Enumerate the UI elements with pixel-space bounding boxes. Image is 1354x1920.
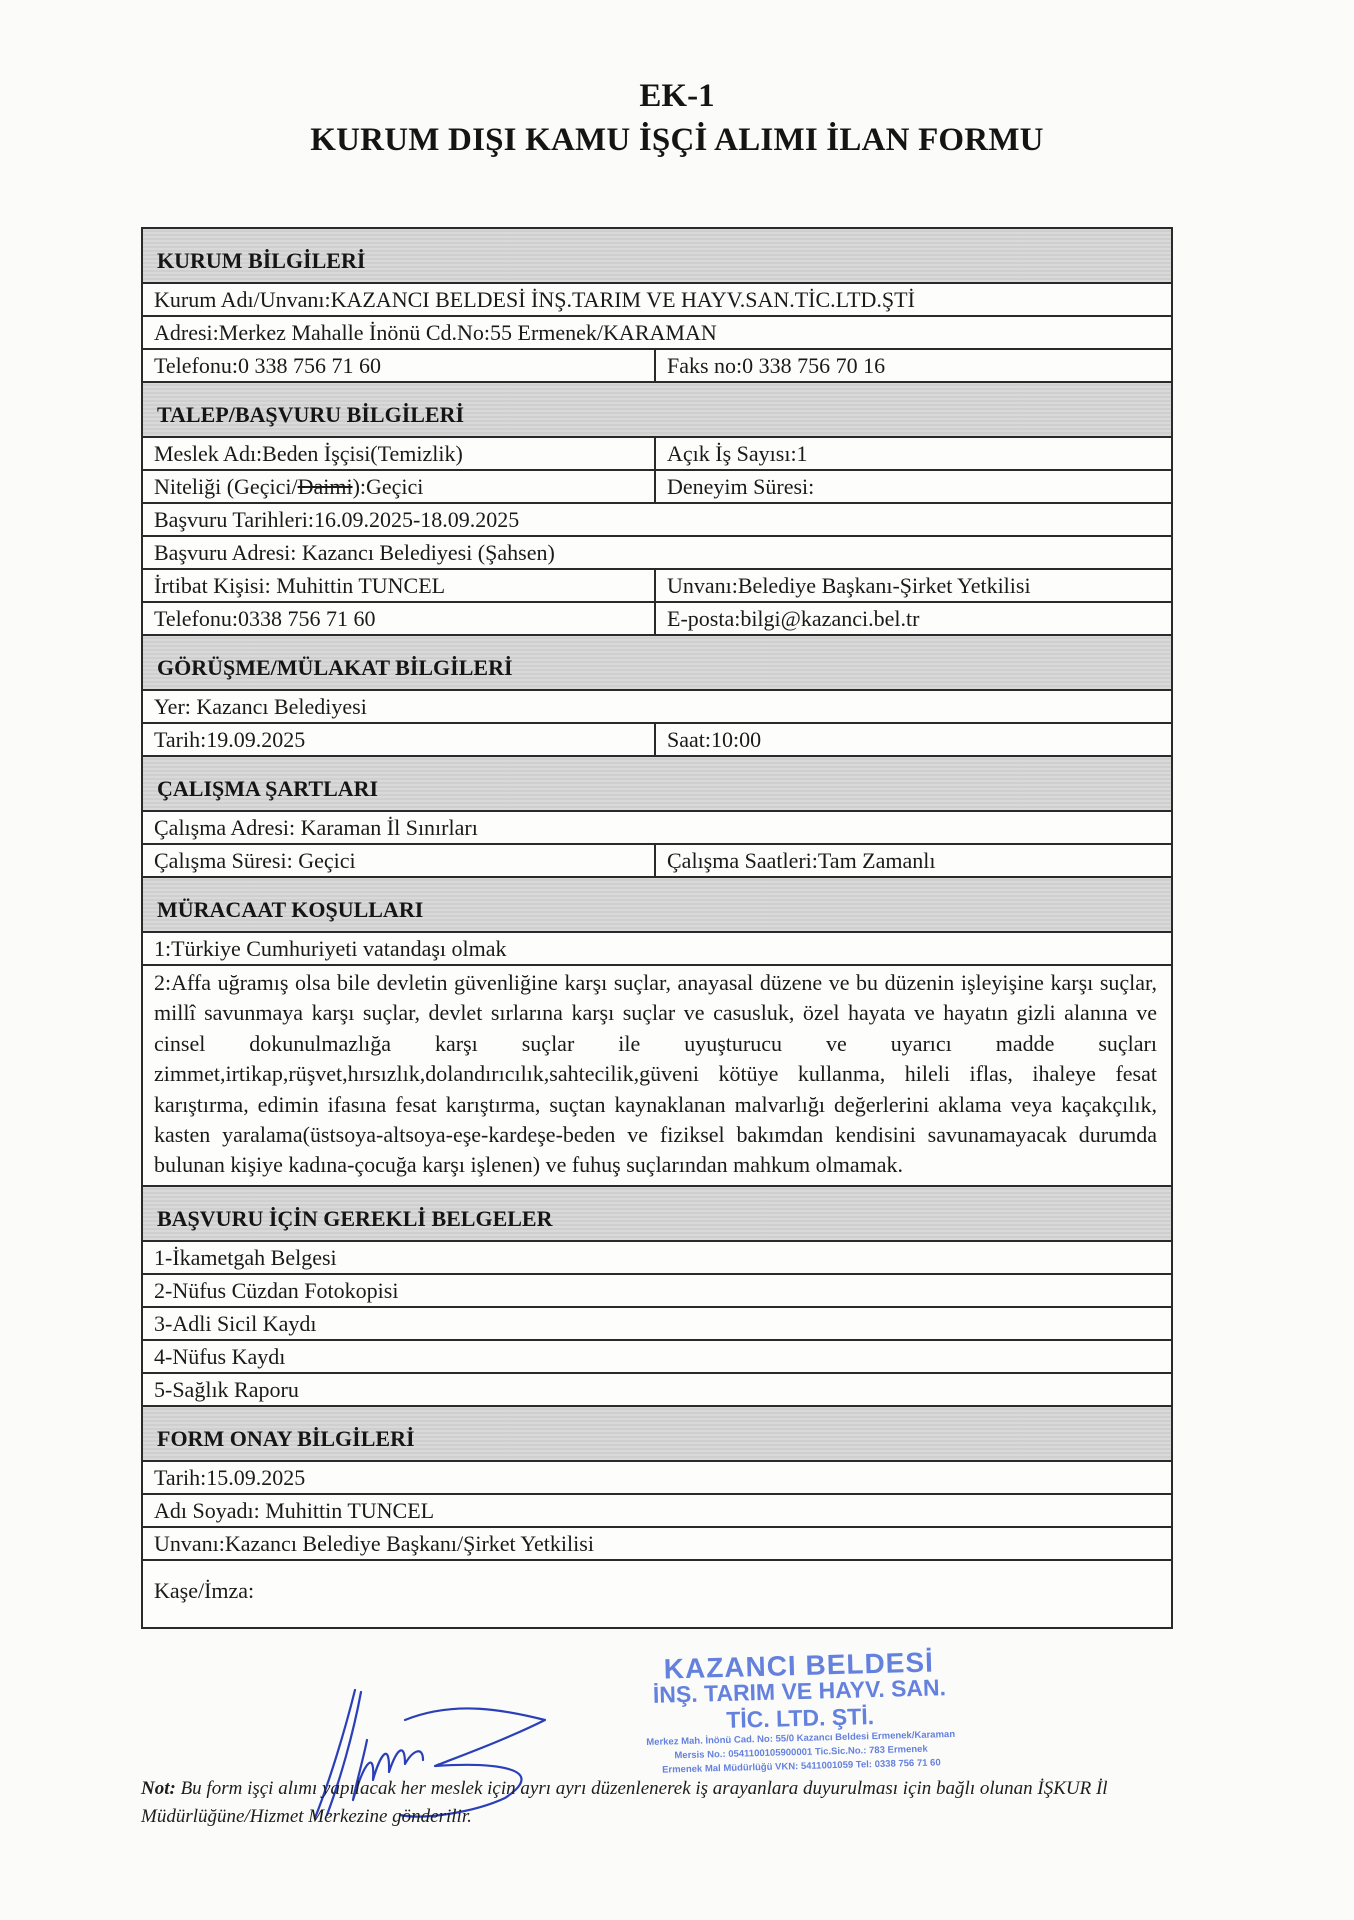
section-request-heading: TALEP/BAŞVURU BİLGİLERİ — [143, 383, 1171, 438]
interview-date: Tarih:19.09.2025 — [143, 724, 656, 755]
application-address: Başvuru Adresi: Kazancı Belediyesi (Şahsen) — [154, 540, 555, 565]
profession-row — [143, 438, 1171, 471]
contact-info-row — [143, 603, 1171, 636]
document-item: 4-Nüfus Kaydı — [154, 1343, 286, 1369]
profession: Meslek Adı:Beden İşçisi(Temizlik) — [143, 438, 656, 469]
document-item: 1-İkametgah Belgesi — [154, 1244, 337, 1270]
job-nature-value: ):Geçici — [352, 474, 424, 499]
requirement-row — [143, 933, 1171, 966]
work-address: Çalışma Adresi: Karaman İl Sınırları — [154, 815, 478, 840]
institution-address-row — [143, 317, 1171, 350]
approver-name: Adı Soyadı: Muhittin TUNCEL — [154, 1497, 435, 1523]
note-text: Bu form işçi alımı yapılacak her meslek için ayrı ayrı düzenlenerek iş arayanlara duyurulması için bağlı olunan İŞKUR İl Müdürlüğüne/Hizmet Merkezine gönderilir. — [141, 1778, 1108, 1827]
approval-date-row — [143, 1462, 1171, 1495]
section-approval-heading: FORM ONAY BİLGİLERİ — [143, 1407, 1171, 1462]
stamp-line: KAZANCI BELDESİ — [663, 1646, 935, 1685]
footer-note — [141, 1775, 1221, 1831]
contact-person: İrtibat Kişisi: Muhittin TUNCEL — [143, 570, 656, 601]
contact-email: E-posta:bilgi@kazanci.bel.tr — [667, 606, 920, 631]
work-hours: Çalışma Saatleri:Tam Zamanlı — [667, 848, 936, 873]
document-row — [143, 1341, 1171, 1374]
work-duration: Çalışma Süresi: Geçici — [143, 845, 656, 876]
document-row — [143, 1275, 1171, 1308]
approval-title-row — [143, 1528, 1171, 1561]
approval-date: Tarih:15.09.2025 — [154, 1464, 306, 1490]
institution-fax: Faks no:0 338 756 70 16 — [667, 353, 886, 378]
institution-name-row — [143, 284, 1171, 317]
dates-row — [143, 504, 1171, 537]
interview-place-row — [143, 691, 1171, 724]
interview-place: Yer: Kazancı Belediyesi — [154, 694, 367, 719]
section-interview-heading: GÖRÜŞME/MÜLAKAT BİLGİLERİ — [143, 636, 1171, 691]
job-nature-struck: Daimi — [297, 474, 353, 499]
contact-phone: Telefonu:0338 756 71 60 — [143, 603, 656, 634]
contact-row — [143, 570, 1171, 603]
interview-time: Saat:10:00 — [667, 727, 762, 752]
experience: Deneyim Süresi: — [667, 474, 815, 499]
stamp-line: Mersis No.: 0541100105900001 Tic.Sic.No.: 783 Ermenek — [674, 1743, 928, 1762]
document-row — [143, 1374, 1171, 1407]
open-positions: Açık İş Sayısı:1 — [667, 441, 808, 466]
section-requirements-heading: MÜRACAAT KOŞULLARI — [143, 878, 1171, 933]
stamp-line: Ermenek Mal Müdürlüğü VKN: 5411001059 Tel: 0338 756 71 60 — [662, 1757, 941, 1776]
stamp-line: İNŞ. TARIM VE HAYV. SAN. TİC. LTD. ŞTİ. — [652, 1674, 947, 1733]
apply-address-row — [143, 537, 1171, 570]
approver-title: Unvanı:Kazancı Belediye Başkanı/Şirket Yetkilisi — [154, 1530, 594, 1556]
requirement-item: 2:Affa uğramış olsa bile devletin güvenliğine karşı suçlar, anayasal düzene ve bu düzenin işleyişine karşı suçlar, millî savunmaya karşı suçlar, devlet sırlarına karşı suçlar ve casusluk, özel hayata ve hayatın gizli alanına ve cinsel dokunulmazlığa karşı suçlar ile uyuşturucu ve uyarıcı madde suçları zimmet,irtikap,rüşvet,hırsızlık,dolandırıcılık,sahtecilik,güveni kötüye kullanma, hileli iflas, ihaleye fesat karıştırma, edimin ifasına fesat karıştırma, suçtan kaynaklanan malvarlığı değerlerini aklama veya kaçakçılık, kasten yaralama(üstsoya-altsoya-eşe-kardeşe-beden ve fiziksel bakımdan kendisini savunamayacak durumda bulunan kişiye kadına-çocuğa karşı işlenen) ve fuhuş suçlarından mahkum olmamak. — [143, 966, 1171, 1187]
institution-phone: Telefonu:0 338 756 71 60 — [143, 350, 656, 381]
stamp-signature-row — [143, 1561, 1171, 1629]
work-terms-row — [143, 845, 1171, 878]
approval-name-row — [143, 1495, 1171, 1528]
application-dates: Başvuru Tarihleri:16.09.2025-18.09.2025 — [154, 507, 520, 532]
section-documents-heading: BAŞVURU İÇİN GEREKLİ BELGELER — [143, 1187, 1171, 1242]
section-institution-heading: KURUM BİLGİLERİ — [143, 229, 1171, 284]
interview-datetime-row — [143, 724, 1171, 757]
note-label: Not: — [141, 1778, 176, 1799]
contact-title: Unvanı:Belediye Başkanı-Şirket Yetkilisi — [667, 573, 1031, 598]
requirement-item: 1:Türkiye Cumhuriyeti vatandaşı olmak — [154, 936, 507, 961]
company-stamp — [638, 1646, 961, 1778]
job-nature-prefix: Niteliği (Geçici/ — [154, 474, 298, 499]
annex-label: EK-1 — [639, 78, 715, 114]
institution-name: Kurum Adı/Unvanı:KAZANCI BELDESİ İNŞ.TARIM VE HAYV.SAN.TİC.LTD.ŞTİ — [154, 287, 915, 312]
stamp-line: Merkez Mah. İnönü Cad. No: 55/0 Kazancı Beldesi Ermenek/Karaman — [646, 1728, 956, 1749]
stamp-signature-label: Kaşe/İmza: — [154, 1577, 255, 1603]
work-address-row — [143, 812, 1171, 845]
document-item: 5-Sağlık Raporu — [154, 1376, 299, 1402]
announcement-form — [141, 227, 1173, 1629]
document-item: 2-Nüfus Cüzdan Fotokopisi — [154, 1277, 399, 1303]
document-item: 3-Adli Sicil Kaydı — [154, 1310, 317, 1336]
document-row — [143, 1308, 1171, 1341]
nature-row — [143, 471, 1171, 504]
job-nature — [143, 471, 656, 502]
form-title: KURUM DIŞI KAMU İŞÇİ ALIMI İLAN FORMU — [310, 122, 1044, 158]
institution-contact-row — [143, 350, 1171, 383]
institution-address: Adresi:Merkez Mahalle İnönü Cd.No:55 Ermenek/KARAMAN — [154, 320, 717, 345]
section-working-conditions-heading: ÇALIŞMA ŞARTLARI — [143, 757, 1171, 812]
document-row — [143, 1242, 1171, 1275]
